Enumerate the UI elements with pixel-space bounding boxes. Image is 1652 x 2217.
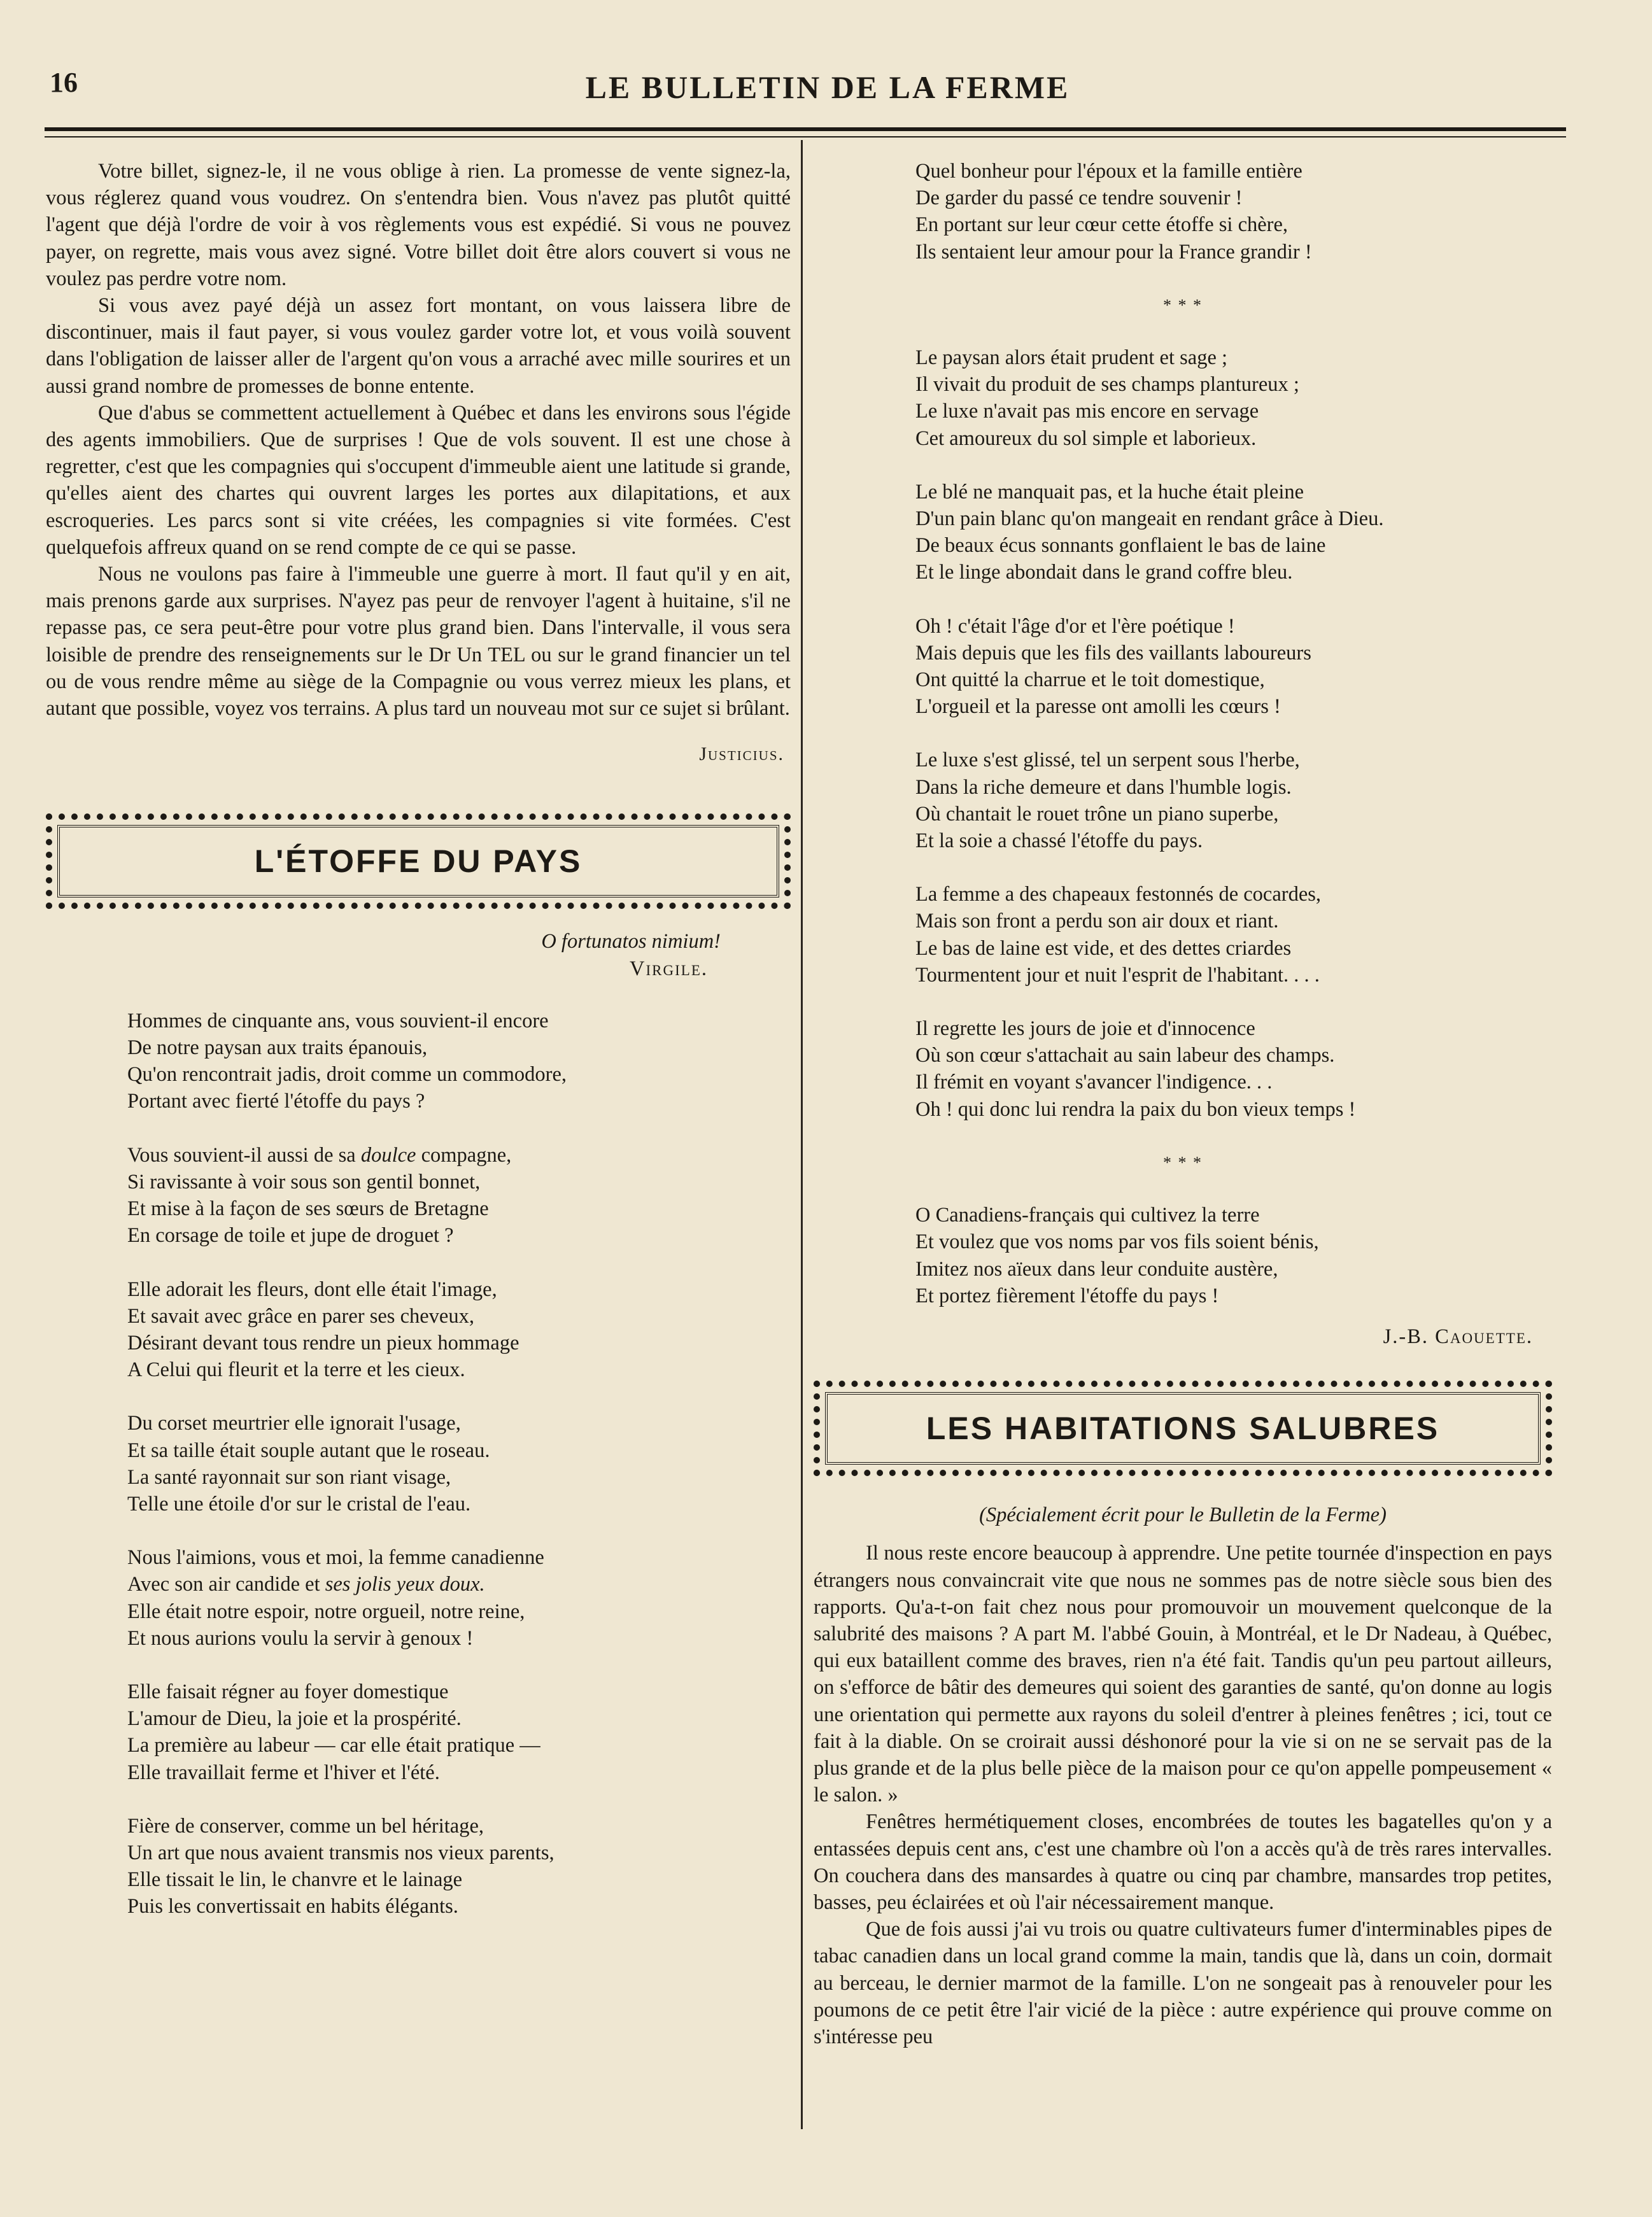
left-column — [46, 158, 791, 1947]
article-paragraph: Fenêtres hermétiquement closes, encombrées de toutes les bagatelles qu'on y a entassées depuis cent ans, c'est une chambre où l'on a accès qu'à de très rares intervalles. On couchera dans des mansardes à quatre ou cinq par chambre, mansardes trop petites, basses, peu éclairées et où l'air nécessairement manque. — [814, 1810, 1552, 1914]
poem-line: Et savait avec grâce en parer ses cheveux, — [127, 1304, 474, 1328]
poem-line: Le luxe n'avait pas mis encore en servage — [915, 400, 1259, 423]
poem-line: Elle travaillait ferme et l'hiver et l'été. — [127, 1761, 440, 1784]
poem-line: Où chantait le rouet trône un piano superbe, — [915, 802, 1279, 826]
poem-line: Portant avec fierté l'étoffe du pays ? — [127, 1090, 425, 1113]
poem-line: Oh ! c'était l'âge d'or et l'ère poétique ! — [915, 614, 1235, 638]
poem-line: Nous l'aimions, vous et moi, la femme canadienne — [127, 1546, 544, 1570]
poem-line: O Canadiens-français qui cultivez la terre — [915, 1204, 1260, 1227]
poem-line: Désirant devant tous rendre un pieux hommage — [127, 1331, 519, 1355]
poem-stanza — [127, 1142, 791, 1249]
poem-stanza — [915, 747, 1552, 854]
poem-line: Le blé ne manquait pas, et la huche était pleine — [915, 480, 1304, 503]
poem-line: Oh ! qui donc lui rendra la paix du bon vieux temps ! — [915, 1097, 1356, 1121]
poem-line: Elle était notre espoir, notre orgueil, notre reine, — [127, 1600, 525, 1623]
article-title-box — [814, 1381, 1552, 1476]
poem-line — [127, 1142, 791, 1169]
poem-line: Et le linge abondait dans le grand coffre bleu. — [915, 561, 1293, 584]
right-column — [814, 158, 1552, 2050]
article-paragraph: Si vous avez payé déjà un assez fort montant, on vous laissera libre de discontinuer, mais il faut payer, si vous voulez garder votre lot, et vous voilà souvent dans l'obligation de laisser aller de l'argent qu'on vous a arraché avec mille sourires et un aussi grand nombre de promesses de bonne entente. — [46, 294, 791, 398]
poem-line: Où son cœur s'attachait au sain labeur des champs. — [915, 1044, 1335, 1067]
poem-stanza — [915, 158, 1552, 265]
poem-stanza — [915, 1015, 1552, 1123]
poem-line: Qu'on rencontrait jadis, droit comme un commodore, — [127, 1063, 567, 1087]
poem-line: Quel bonheur pour l'époux et la famille entière — [915, 160, 1303, 183]
article-subtitle: (Spécialement écrit pour le Bulletin de la Ferme) — [979, 1503, 1387, 1527]
poem-stanza — [915, 479, 1552, 586]
article-paragraph: Que de fois aussi j'ai vu trois ou quatre cultivateurs fumer d'interminables pipes de tabac canadien dans un local grand comme la main, tandis que là, dans un coin, dormait au berceau, le dernier marmot de la famille. L'on ne songeait pas à renouveler pour les poumons de ce petit être l'air vicié de la pièce : autre expérience qui prouve comme on s'intéresse peu — [814, 1918, 1552, 2048]
poem-line: Mais depuis que les fils des vaillants laboureurs — [915, 641, 1311, 665]
poem-author: J.-B. Caouette. — [1383, 1325, 1533, 1348]
poem-line: L'orgueil et la paresse ont amolli les cœurs ! — [915, 695, 1281, 719]
poem-line-part: Avec son air candide et — [127, 1573, 325, 1596]
poem-line: Fière de conserver, comme un bel héritage, — [127, 1814, 484, 1838]
poem-continued — [814, 158, 1552, 265]
poem-line: Elle tissait le lin, le chanvre et le lainage — [127, 1868, 463, 1892]
poem-stanza — [127, 1679, 791, 1786]
article-paragraph: Votre billet, signez-le, il ne vous oblige à rien. La promesse de vente signez-la, vous réglerez quand vous voudrez. On s'entendra bien. Vous n'avez pas plutôt quitté l'agent que déjà l'ordre de voir à vos règlements vous est expédié. Si vous ne pouvez payer, on regrette, mais vous avez signé. Votre billet doit être alors couvert si vous ne voulez pas perdre votre nom. — [46, 160, 791, 290]
section-stars: * * * — [1163, 1153, 1203, 1172]
poem-line: De garder du passé ce tendre souvenir ! — [915, 187, 1243, 210]
article-paragraph: Il nous reste encore beaucoup à apprendre. Une petite tournée d'inspection en pays étrangers nous convaincrait vite que nous ne sommes pas de notre siècle sous bien des rapports. Qu'a-t-on fait chez nous pour promouvoir un mouvement quelconque de la salubrité des maisons ? A part M. l'abbé Gouin, à Montréal, et le Dr Nadeau, à Québec, qui eux bataillent comme des braves, rien n'a été fait. Tandis qu'un peu partout ailleurs, on s'efforce de bâtir des demeures qui soient des garanties de santé, qu'on donne au logis une orientation qui permette aux rayons du soleil d'entrer à pleines fenêtres ; ici, tout ce fait à la diable. On se croirait aussi déshonoré pour la vie si on ne se servait pas de la plus grande et de la plus belle pièce de la maison pour ce qu'on appelle pompeusement « le salon. » — [814, 1542, 1552, 1807]
poem-line: Tourmentent jour et nuit l'esprit de l'habitant. . . . — [915, 963, 1320, 987]
header-rule — [45, 127, 1566, 131]
poem-stanza — [127, 1410, 791, 1517]
poem-line-italic: ses jolis yeux doux. — [325, 1573, 485, 1596]
poem-line: Si ravissante à voir sous son gentil bonnet, — [127, 1170, 481, 1193]
poem-line: Dans la riche demeure et dans l'humble logis. — [915, 775, 1292, 799]
poem-line: En portant sur leur cœur cette étoffe si chère, — [915, 213, 1288, 237]
poem-line: Il vivait du produit de ses champs plantureux ; — [915, 373, 1299, 397]
poem-stanza — [915, 881, 1552, 989]
poem-line: Mais son front a perdu son air doux et riant. — [915, 910, 1279, 933]
poem-line: Il frémit en voyant s'avancer l'indigence. . . — [915, 1071, 1273, 1094]
poem-line: D'un pain blanc qu'on mangeait en rendant grâce à Dieu. — [915, 507, 1384, 531]
section-stars: * * * — [1163, 295, 1203, 314]
poem-line-part: compagne, — [416, 1143, 512, 1167]
poem-title-box — [46, 813, 791, 909]
poem-line: Il regrette les jours de joie et d'innocence — [915, 1017, 1255, 1041]
poem-stanza — [127, 1008, 791, 1115]
poem-stanza — [915, 344, 1552, 452]
poem-line: Et voulez que vos noms par vos fils soient bénis, — [915, 1230, 1319, 1254]
column-divider — [801, 140, 803, 2129]
poem-line: Ils sentaient leur amour pour la France grandir ! — [915, 240, 1312, 264]
poem-line: Ont quitté la charrue et le toit domestique, — [915, 668, 1265, 692]
poem-line: Le paysan alors était prudent et sage ; — [915, 346, 1228, 370]
poem-stanza — [127, 1276, 791, 1384]
header-rule-thin — [45, 136, 1566, 137]
poem-line: En corsage de toile et jupe de droguet ? — [127, 1224, 454, 1248]
poem-line: Un art que nous avaient transmis nos vieux parents, — [127, 1841, 554, 1864]
poem-line: De beaux écus sonnants gonflaient le bas de laine — [915, 534, 1326, 558]
poem-title: L'ÉTOFFE DU PAYS — [254, 843, 582, 880]
poem-continued — [814, 344, 1552, 1123]
poem-line: Elle faisait régner au foyer domestique — [127, 1680, 449, 1703]
poem-line: Le bas de laine est vide, et des dettes criardes — [915, 936, 1292, 960]
poem-line: Et portez fièrement l'étoffe du pays ! — [915, 1284, 1219, 1307]
poem-line: Cet amoureux du sol simple et laborieux. — [915, 426, 1257, 450]
poem-line: Et mise à la façon de ses sœurs de Bretagne — [127, 1197, 489, 1221]
poem-line: Du corset meurtrier elle ignorait l'usage, — [127, 1412, 461, 1435]
poem-line: L'amour de Dieu, la joie et la prospérité. — [127, 1707, 462, 1731]
poem-line: Et sa taille était souple autant que le roseau. — [127, 1439, 490, 1462]
poem-line: Et la soie a chassé l'étoffe du pays. — [915, 829, 1203, 853]
poem-stanza — [127, 1544, 791, 1652]
poem-line — [127, 1571, 791, 1598]
poem-line: La première au labeur — car elle était pratique — — [127, 1734, 540, 1757]
article-title: LES HABITATIONS SALUBRES — [926, 1411, 1440, 1446]
poem-stanza — [127, 1813, 791, 1920]
poem-line-part: Vous souvient-il aussi de sa — [127, 1143, 361, 1167]
poem — [46, 1008, 791, 1920]
poem-line: Elle adorait les fleurs, dont elle était l'image, — [127, 1277, 497, 1301]
poem-stanza — [915, 1202, 1552, 1309]
epigraph-author: Virgile. — [630, 957, 708, 980]
poem-stanza — [915, 613, 1552, 721]
epigraph-motto: O fortunatos nimium! — [541, 930, 721, 954]
poem-line: De notre paysan aux traits épanouis, — [127, 1036, 428, 1060]
poem-line-italic: doulce — [360, 1143, 416, 1167]
poem-line: Imitez nos aïeux dans leur conduite austère, — [915, 1257, 1278, 1281]
poem-line: Le luxe s'est glissé, tel un serpent sous l'herbe, — [915, 749, 1300, 772]
page-number: 16 — [50, 67, 78, 98]
article-paragraph: Que d'abus se commettent actuellement à Québec et dans les environs sous l'égide des agents immobiliers. Que de surprises ! Que de vols souvent. Il est une chose à regretter, c'est que les compagnies qui s'occupent d'immeuble aient une latitude si grande, qu'elles aient des chartes qui ouvrent larges les portes aux dilapitations, et aux escroqueries. Les parcs sont si vite créées, les compagnies si vite formées. C'est quelquefois affreux quand on se rend compte de ce qui se passe. — [46, 401, 791, 559]
epigraph — [46, 928, 791, 982]
poem-line: La santé rayonnait sur son riant visage, — [127, 1465, 451, 1489]
poem-line: Et nous aurions voulu la servir à genoux ! — [127, 1626, 474, 1650]
poem-line: Puis les convertissait en habits élégants. — [127, 1895, 458, 1918]
article-paragraph: Nous ne voulons pas faire à l'immeuble une guerre à mort. Il faut qu'il y en ait, mais prenons garde aux surprises. N'ayez pas peur de renvoyer l'agent à huitaine, s'il ne repasse pas, ce sera peut-être pour votre plus grand bien. Dans l'intervalle, il vous sera loisible de prendre des renseignements sur le Dr Un TEL ou sur le grand financier un tel ou de vous rendre même au siège de la Compagnie ou vous verrez mieux les plans, et autant que possible, voyez vos terrains. A plus tard un nouveau mot sur ce sujet si brûlant. — [46, 563, 791, 721]
poem-line: A Celui qui fleurit et la terre et les cieux. — [127, 1358, 465, 1382]
poem-continued — [814, 1202, 1552, 1309]
poem-line: Telle une étoile d'or sur le cristal de l'eau. — [127, 1492, 471, 1516]
running-head: LE BULLETIN DE LA FERME — [585, 69, 1070, 105]
poem-line: Hommes de cinquante ans, vous souvient-il encore — [127, 1009, 549, 1032]
article-signature: Justicius. — [699, 743, 784, 765]
poem-line: La femme a des chapeaux festonnés de cocardes, — [915, 883, 1322, 906]
